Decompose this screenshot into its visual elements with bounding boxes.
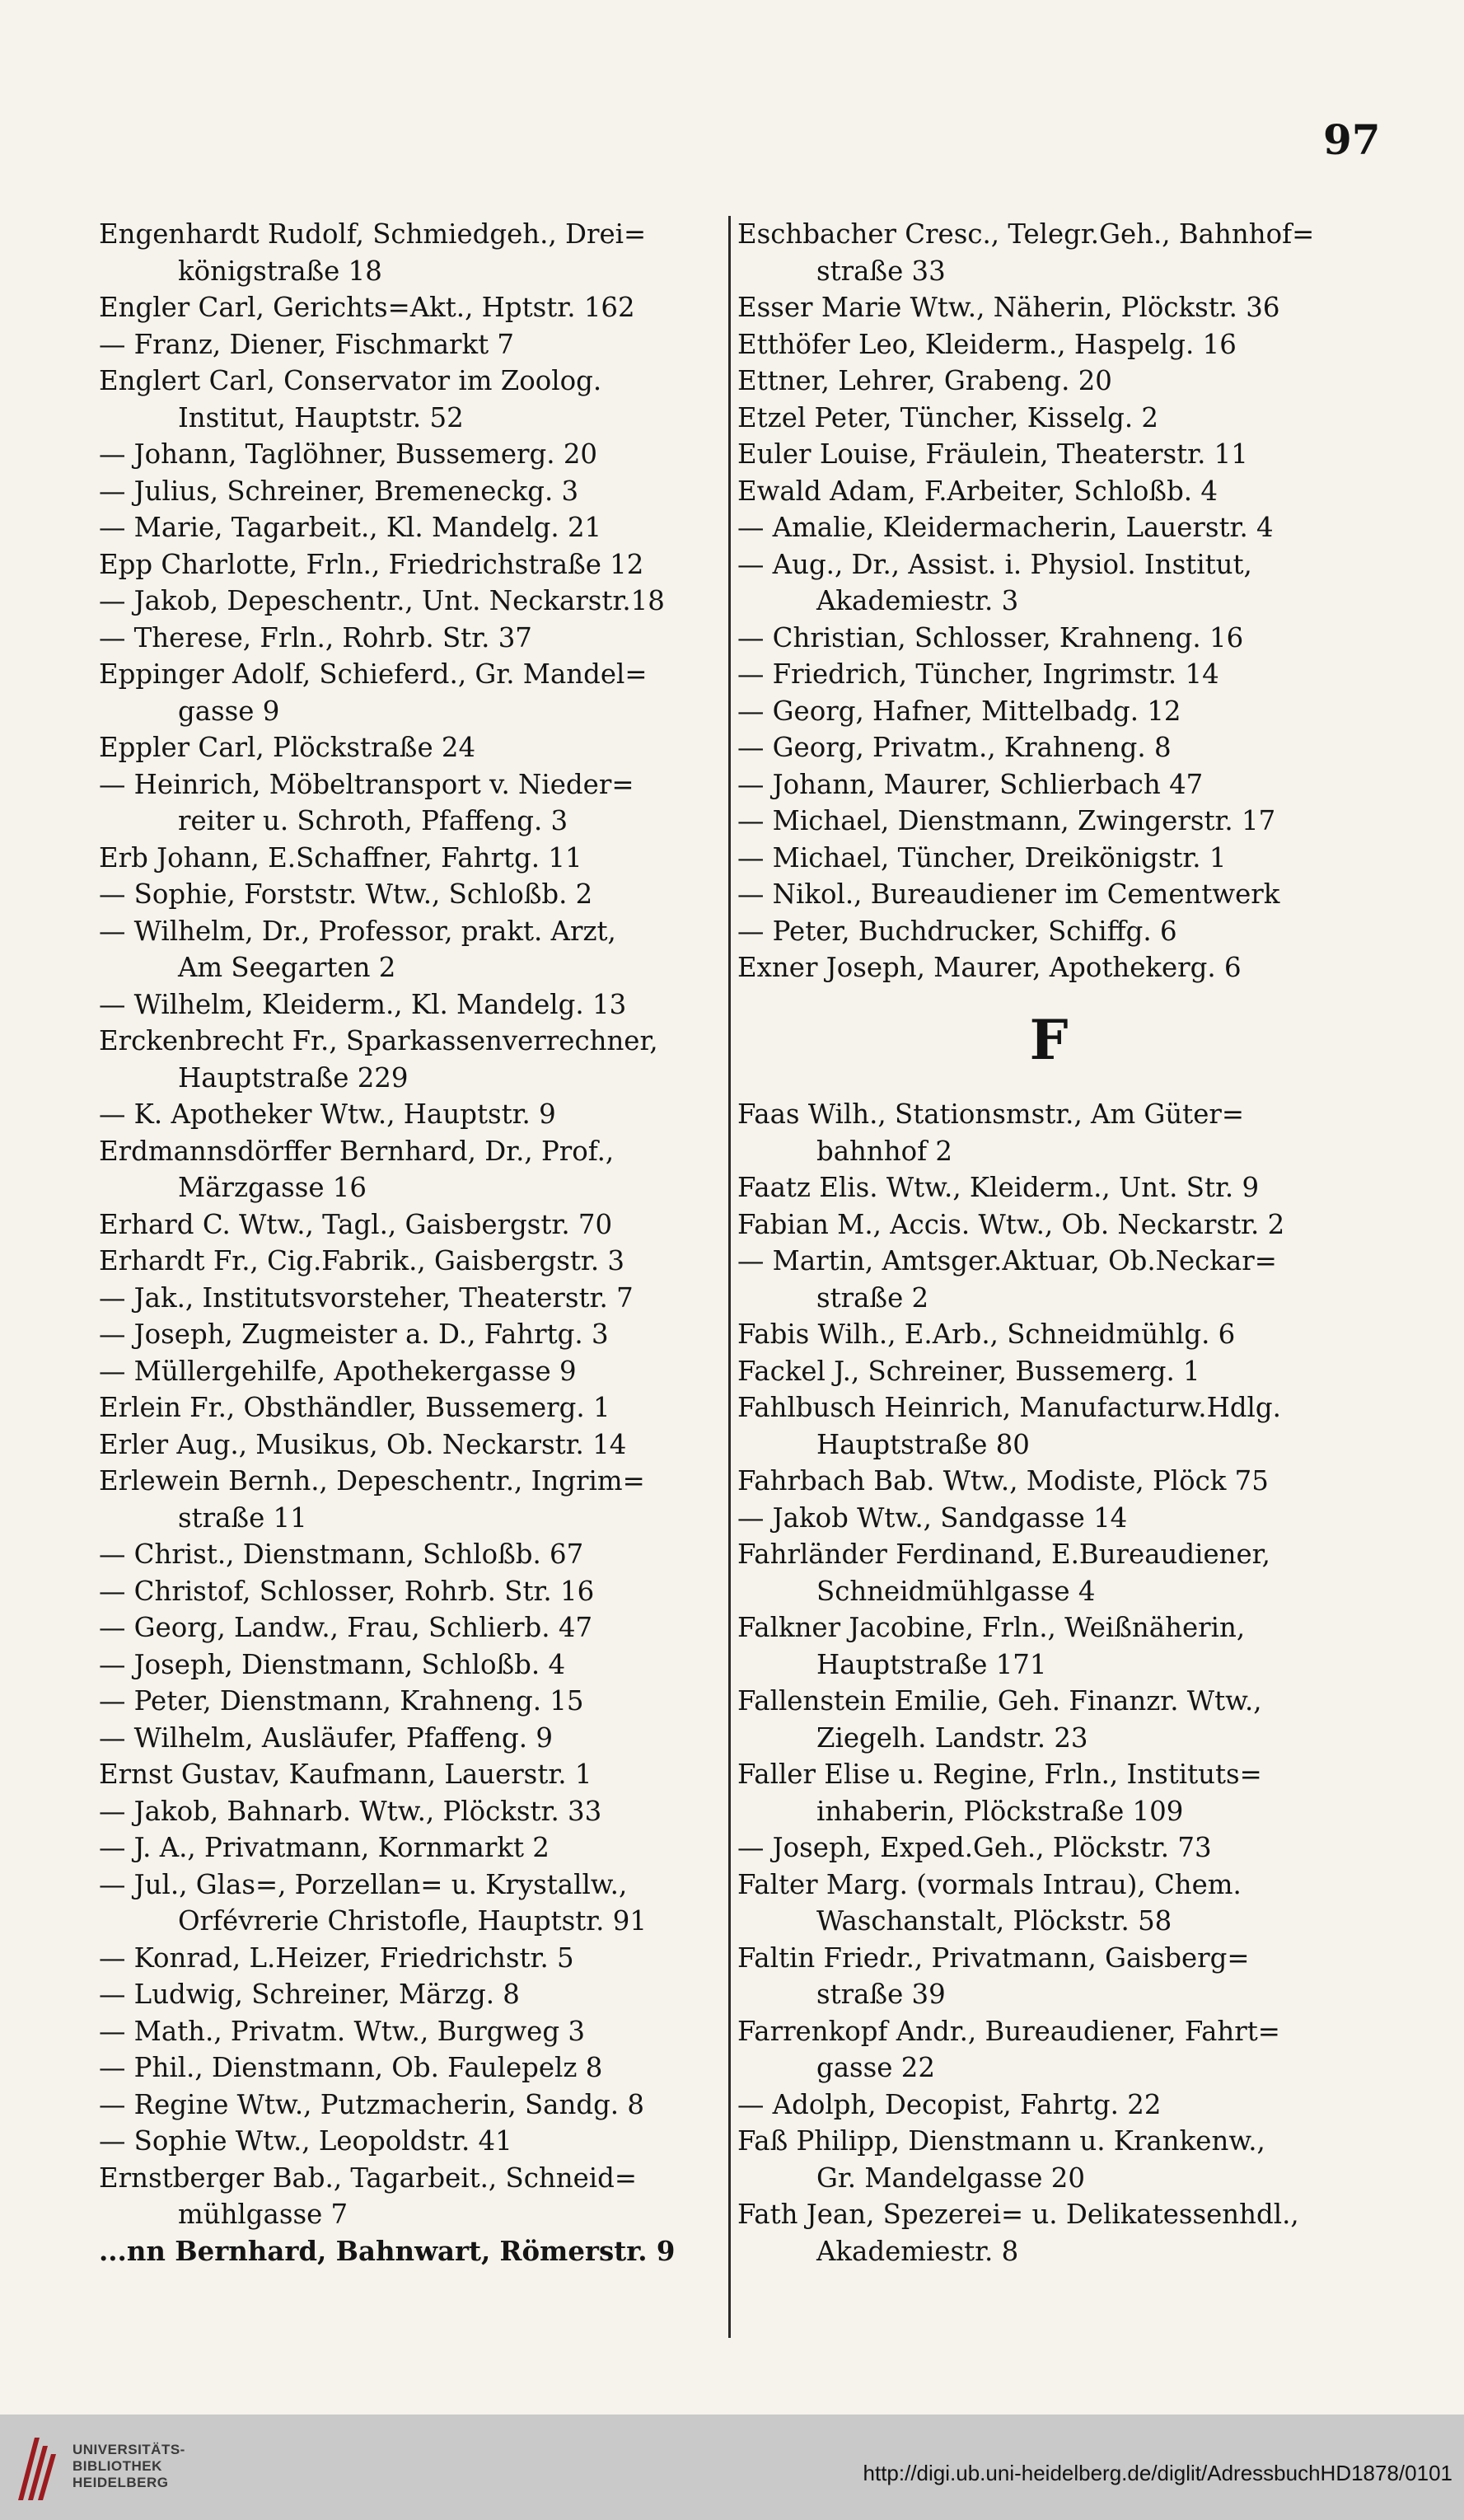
directory-entry: [99, 1756, 722, 1793]
section-letter: F: [1029, 1007, 1069, 1072]
directory-entry: [99, 583, 722, 620]
entry-continuation: straße 2: [816, 1281, 929, 1314]
entry-text: — Christof, Schlosser, Rohrb. Str. 16: [99, 1575, 595, 1607]
directory-entry: [737, 766, 1360, 803]
entry-text: — Konrad, L.Heizer, Friedrichstr. 5: [99, 1942, 574, 1974]
directory-entry: [737, 1463, 1360, 1500]
entry-text: — Jakob Wtw., Sandgasse 14: [737, 1501, 1128, 1534]
directory-entry: [99, 1243, 722, 1280]
directory-entry: [99, 1793, 722, 1830]
entry-text: — Adolph, Decopist, Fahrtg. 22: [737, 2088, 1162, 2120]
directory-entry: [737, 803, 1360, 840]
entry-continuation: Gr. Mandelgasse 20: [816, 2162, 1085, 2194]
entry-continuation: bahnhof 2: [816, 1135, 953, 1167]
entry-text: Erb Johann, E.Schaffner, Fahrtg. 11: [99, 841, 582, 874]
entry-continuation: Akademiestr. 3: [816, 585, 1019, 616]
entry-text: — Johann, Maurer, Schlierbach 47: [737, 768, 1204, 800]
entry-text: Faß Philipp, Dienstmann u. Krankenw.,: [737, 2125, 1265, 2157]
directory-entry: [99, 1867, 722, 1940]
entry-text: Ettner, Lehrer, Grabeng. 20: [737, 365, 1112, 396]
directory-entry: [99, 289, 722, 326]
entry-continuation: straße 39: [816, 1979, 946, 2010]
entry-text: Fath Jean, Spezerei= u. Delikatessenhdl.,: [737, 2199, 1299, 2230]
entry-continuation: Hauptstraße 229: [178, 1061, 409, 1094]
directory-entry: [99, 1940, 722, 1977]
entry-text: Eppinger Adolf, Schieferd., Gr. Mandel=: [99, 658, 648, 690]
directory-entry: [737, 1389, 1360, 1463]
directory-entry: [737, 326, 1360, 363]
library-name-line: UNIVERSITÄTS-: [72, 2442, 185, 2457]
directory-entry: [99, 620, 722, 657]
directory-entry: [737, 876, 1360, 913]
entry-continuation: gasse 9: [178, 695, 280, 727]
entry-text: Faas Wilh., Stationsmstr., Am Güter=: [737, 1098, 1244, 1130]
entry-text: — Heinrich, Möbeltransport v. Nieder=: [99, 768, 634, 800]
directory-entry: [99, 1206, 722, 1244]
entry-text: Englert Carl, Conservator im Zoolog.: [99, 365, 602, 396]
directory-entry: [99, 2087, 722, 2124]
directory-entry: [99, 913, 722, 986]
directory-entry: [737, 656, 1360, 693]
entry-text: — Sophie Wtw., Leopoldstr. 41: [99, 2125, 512, 2157]
entry-text: — J. A., Privatmann, Kornmarkt 2: [99, 1832, 550, 1863]
directory-entry: [737, 840, 1360, 877]
directory-entry: [737, 509, 1360, 546]
entry-text: — Georg, Hafner, Mittelbadg. 12: [737, 695, 1181, 727]
entry-text: Fahrbach Bab. Wtw., Modiste, Plöck 75: [737, 1465, 1269, 1497]
directory-entry: [99, 1426, 722, 1464]
entry-text: — Wilhelm, Kleiderm., Kl. Mandelg. 13: [99, 988, 627, 1020]
directory-entry: [99, 2233, 722, 2270]
entry-continuation: Orfévrerie Christofle, Hauptstr. 91: [178, 1905, 647, 1937]
entry-text: — Sophie, Forststr. Wtw., Schloßb. 2: [99, 878, 593, 910]
entry-text: — Phil., Dienstmann, Ob. Faulepelz 8: [99, 2052, 603, 2083]
directory-entry: [737, 1940, 1360, 2013]
column-divider: [728, 216, 731, 2338]
entry-text: — Peter, Buchdrucker, Schiffg. 6: [737, 915, 1177, 947]
directory-entry: [737, 216, 1360, 289]
entry-continuation: Hauptstraße 171: [816, 1648, 1047, 1680]
entry-text: — Georg, Privatm., Krahneng. 8: [737, 732, 1172, 763]
entry-text: — Jakob, Bahnarb. Wtw., Plöckstr. 33: [99, 1795, 602, 1827]
entry-text: — Nikol., Bureaudiener im Cementwerk: [737, 878, 1280, 910]
library-name-line: HEIDELBERG: [72, 2475, 169, 2490]
entry-text: Fabian M., Accis. Wtw., Ob. Neckarstr. 2: [737, 1208, 1285, 1240]
directory-entry: [737, 913, 1360, 950]
directory-entry: [99, 840, 722, 877]
directory-entry: [99, 1389, 722, 1426]
entry-text: Eschbacher Cresc., Telegr.Geh., Bahnhof=: [737, 218, 1315, 250]
directory-entry: [737, 693, 1360, 730]
directory-entry: [99, 1463, 722, 1536]
entry-text: — Jak., Institutsvorsteher, Theaterstr. 7: [99, 1281, 634, 1314]
entry-text: Erler Aug., Musikus, Ob. Neckarstr. 14: [99, 1428, 627, 1460]
entry-text: — Georg, Landw., Frau, Schlierb. 47: [99, 1612, 593, 1643]
directory-entry: [99, 2049, 722, 2087]
directory-entry: [99, 1280, 722, 1317]
entry-text: — Ludwig, Schreiner, Märzg. 8: [99, 1979, 520, 2010]
directory-entry: [737, 289, 1360, 326]
directory-entry: [737, 2123, 1360, 2196]
directory-entry: [99, 473, 722, 510]
directory-entry: [99, 986, 722, 1023]
directory-entry: [99, 1133, 722, 1206]
entry-text: Erlein Fr., Obsthändler, Bussemerg. 1: [99, 1392, 610, 1423]
directory-entry: [99, 876, 722, 913]
directory-entry: [99, 509, 722, 546]
directory-entry: [99, 1976, 722, 2013]
directory-entry: [99, 1023, 722, 1096]
entry-text: — Müllergehilfe, Apothekergasse 9: [99, 1355, 577, 1387]
directory-entry: [737, 1243, 1360, 1316]
directory-entry: [99, 216, 722, 289]
directory-entry: [99, 1720, 722, 1757]
entry-text: — Aug., Dr., Assist. i. Physiol. Institut,: [737, 548, 1252, 580]
directory-entry: [737, 546, 1360, 620]
entry-text: — Math., Privatm. Wtw., Burgweg 3: [99, 2015, 585, 2047]
entry-text: — Joseph, Exped.Geh., Plöckstr. 73: [737, 1832, 1212, 1863]
entry-text: Engler Carl, Gerichts=Akt., Hptstr. 162: [99, 292, 635, 323]
entry-text: Ernstberger Bab., Tagarbeit., Schneid=: [99, 2162, 637, 2194]
directory-entry: [99, 656, 722, 729]
directory-entry: [737, 400, 1360, 437]
directory-entry: [737, 1500, 1360, 1537]
entry-text: Fackel J., Schreiner, Bussemerg. 1: [737, 1355, 1200, 1387]
entry-continuation: straße 11: [178, 1501, 307, 1534]
directory-entry: [737, 1206, 1360, 1244]
entry-text: — Marie, Tagarbeit., Kl. Mandelg. 21: [99, 512, 602, 543]
entry-text: Erdmannsdörffer Bernhard, Dr., Prof.,: [99, 1135, 615, 1167]
directory-entry: [99, 2123, 722, 2160]
directory-entry: [737, 1756, 1360, 1829]
directory-entry: [99, 1829, 722, 1867]
entry-continuation: Märzgasse 16: [178, 1172, 367, 1203]
library-name: [72, 2442, 185, 2491]
entry-text: Fabis Wilh., E.Arb., Schneidmühlg. 6: [737, 1319, 1236, 1350]
entry-text: — Joseph, Dienstmann, Schloßb. 4: [99, 1648, 566, 1680]
entry-continuation: königstraße 18: [178, 255, 382, 287]
directory-entry: [737, 1867, 1360, 1940]
directory-entry: [99, 1353, 722, 1390]
directory-entry: [99, 1573, 722, 1610]
directory-entry: [737, 729, 1360, 766]
entry-continuation: Institut, Hauptstr. 52: [178, 401, 464, 433]
entry-text: Erhardt Fr., Cig.Fabrik., Gaisbergstr. 3: [99, 1245, 625, 1276]
entry-text: Faller Elise u. Regine, Frln., Instituts=: [737, 1759, 1262, 1790]
directory-entry: [737, 363, 1360, 400]
entry-text: Faatz Elis. Wtw., Kleiderm., Unt. Str. 9: [737, 1172, 1260, 1203]
right-column: [737, 216, 1360, 2269]
entry-text: Euler Louise, Fräulein, Theaterstr. 11: [737, 438, 1248, 470]
directory-entry: [737, 1829, 1360, 1867]
entry-text: — Julius, Schreiner, Bremeneckg. 3: [99, 475, 579, 507]
directory-entry: [99, 363, 722, 436]
source-url[interactable]: http://digi.ub.uni-heidelberg.de/diglit/AdressbuchHD1878/0101: [863, 2461, 1452, 2485]
directory-entry: [99, 1316, 722, 1353]
entry-text: — Regine Wtw., Putzmacherin, Sandg. 8: [99, 2088, 644, 2120]
entry-continuation: Ziegelh. Landstr. 23: [816, 1721, 1088, 1754]
directory-entry: [99, 1646, 722, 1684]
entry-continuation: Schneidmühlgasse 4: [816, 1575, 1096, 1607]
entry-text: Farrenkopf Andr., Bureaudiener, Fahrt=: [737, 2015, 1280, 2047]
directory-entry: [737, 1609, 1360, 1683]
entry-text: — Peter, Dienstmann, Krahneng. 15: [99, 1685, 584, 1717]
entry-text: — Christian, Schlosser, Krahneng. 16: [737, 621, 1244, 653]
entry-continuation: mühlgasse 7: [178, 2199, 348, 2230]
directory-entry: [99, 436, 722, 473]
entry-continuation: Hauptstraße 80: [816, 1428, 1030, 1460]
directory-entry: [737, 1316, 1360, 1353]
entry-text: Falter Marg. (vormals Intrau), Chem.: [737, 1868, 1242, 1900]
footer-bar: [0, 2415, 1464, 2520]
entry-text: Fallenstein Emilie, Geh. Finanzr. Wtw.,: [737, 1685, 1262, 1717]
entry-text: — Jul., Glas=, Porzellan= u. Krystallw.,: [99, 1868, 628, 1900]
entry-text: Fahlbusch Heinrich, Manufacturw.Hdlg.: [737, 1392, 1281, 1423]
entry-text: Engenhardt Rudolf, Schmiedgeh., Drei=: [99, 218, 647, 250]
directory-entry: [737, 1169, 1360, 1206]
directory-entry: [737, 2013, 1360, 2087]
directory-entry: [99, 766, 722, 840]
entry-text: — Amalie, Kleidermacherin, Lauerstr. 4: [737, 512, 1274, 543]
entry-text: Etthöfer Leo, Kleiderm., Haspelg. 16: [737, 328, 1237, 360]
entry-continuation: Waschanstalt, Plöckstr. 58: [816, 1905, 1172, 1937]
entry-text: Ernst Gustav, Kaufmann, Lauerstr. 1: [99, 1759, 592, 1790]
directory-entry: [737, 1683, 1360, 1756]
directory-entry: [737, 2196, 1360, 2269]
entry-text: — Johann, Taglöhner, Bussemerg. 20: [99, 438, 598, 470]
entry-text: Esser Marie Wtw., Näherin, Plöckstr. 36: [737, 292, 1280, 323]
directory-entry: [99, 1536, 722, 1573]
entry-continuation: reiter u. Schroth, Pfaffeng. 3: [178, 805, 568, 836]
directory-entry: [737, 473, 1360, 510]
entry-text: Epp Charlotte, Frln., Friedrichstraße 12: [99, 548, 644, 580]
entry-text: Erckenbrecht Fr., Sparkassenverrechner,: [99, 1025, 658, 1056]
entry-text: — K. Apotheker Wtw., Hauptstr. 9: [99, 1098, 556, 1130]
directory-entry: [99, 1609, 722, 1646]
entry-text: Falkner Jacobine, Frln., Weißnäherin,: [737, 1612, 1246, 1643]
entry-text: — Michael, Dienstmann, Zwingerstr. 17: [737, 805, 1276, 836]
entry-continuation: Am Seegarten 2: [178, 952, 396, 983]
directory-entry: [99, 326, 722, 363]
entry-continuation: inhaberin, Plöckstraße 109: [816, 1795, 1184, 1827]
library-name-line: BIBLIOTHEK: [72, 2458, 162, 2474]
entry-text: Fahrländer Ferdinand, E.Bureaudiener,: [737, 1539, 1270, 1570]
directory-entry: [737, 1353, 1360, 1390]
directory-entry: [737, 436, 1360, 473]
page-number: 97: [1323, 115, 1381, 164]
entry-text: — Friedrich, Tüncher, Ingrimstr. 14: [737, 658, 1219, 690]
entry-text: — Franz, Diener, Fischmarkt 7: [99, 328, 515, 360]
entry-text: — Wilhelm, Ausläufer, Pfaffeng. 9: [99, 1721, 553, 1754]
directory-entry: [99, 2160, 722, 2233]
directory-entry: [99, 2013, 722, 2050]
directory-entry: [737, 620, 1360, 657]
entry-text: Erhard C. Wtw., Tagl., Gaisbergstr. 70: [99, 1208, 613, 1240]
entry-continuation: Akademiestr. 8: [816, 2235, 1019, 2267]
directory-entry: [737, 949, 1360, 986]
directory-entry: [99, 1096, 722, 1133]
directory-entry: [737, 2087, 1360, 2124]
entry-text: — Wilhelm, Dr., Professor, prakt. Arzt,: [99, 915, 616, 947]
entry-text: Faltin Friedr., Privatmann, Gaisberg=: [737, 1942, 1250, 1974]
entry-continuation: straße 33: [816, 255, 946, 287]
entry-text: ...nn Bernhard, Bahnwart, Römerstr. 9: [99, 2235, 676, 2267]
entry-text: Ewald Adam, F.Arbeiter, Schloßb. 4: [737, 475, 1218, 507]
entry-text: — Christ., Dienstmann, Schloßb. 67: [99, 1539, 584, 1570]
entry-text: Etzel Peter, Tüncher, Kisselg. 2: [737, 401, 1159, 433]
entry-text: — Michael, Tüncher, Dreikönigstr. 1: [737, 841, 1227, 874]
entry-text: Erlewein Bernh., Depeschentr., Ingrim=: [99, 1465, 645, 1497]
directory-entry: [737, 1096, 1360, 1169]
university-library-logo-icon: [15, 2431, 58, 2504]
directory-entry: [99, 546, 722, 583]
entry-text: Exner Joseph, Maurer, Apothekerg. 6: [737, 952, 1242, 983]
entry-text: — Martin, Amtsger.Aktuar, Ob.Neckar=: [737, 1245, 1277, 1276]
entry-text: — Joseph, Zugmeister a. D., Fahrtg. 3: [99, 1319, 609, 1350]
entry-continuation: gasse 22: [816, 2052, 935, 2083]
directory-entry: [99, 729, 722, 766]
entry-text: Eppler Carl, Plöckstraße 24: [99, 732, 476, 763]
left-column: [99, 216, 722, 2269]
directory-entry: [737, 1536, 1360, 1609]
entry-text: — Therese, Frln., Rohrb. Str. 37: [99, 621, 532, 653]
entry-text: — Jakob, Depeschentr., Unt. Neckarstr.18: [99, 585, 665, 616]
directory-entry: [99, 1683, 722, 1720]
